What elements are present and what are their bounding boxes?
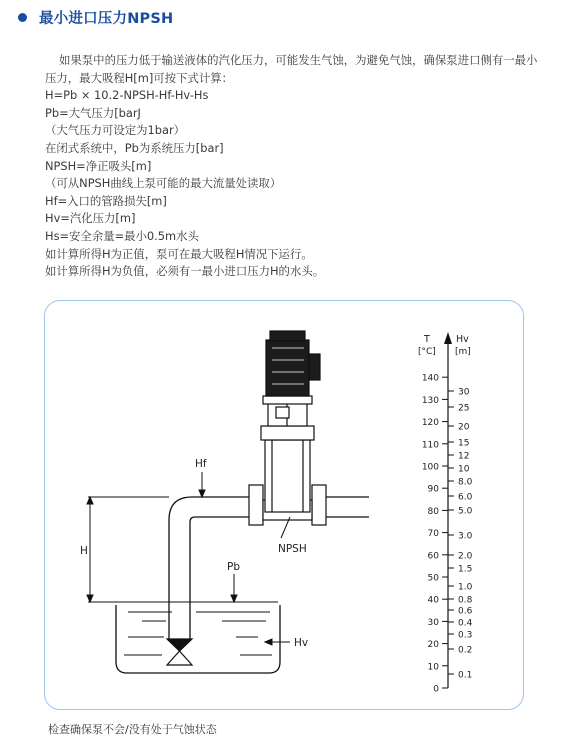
t-tick-label: 20: [427, 640, 439, 651]
pump-column: [249, 403, 326, 525]
hv-tick-label: 6.0: [458, 492, 473, 503]
hv-tick-label: 3.0: [458, 531, 473, 542]
hv-tick-label: 0.8: [458, 595, 473, 606]
t-tick-label: 80: [427, 506, 439, 517]
text-line: Hf=入口的管路损失[m]: [45, 193, 167, 208]
t-tick-label: 140: [421, 373, 439, 384]
hv-tick-label: 0.6: [458, 606, 473, 617]
temperature-scale: [418, 332, 473, 695]
text-line: Hs=安全余量=最小0.5m水头: [45, 228, 199, 243]
bullet-dot-icon: [18, 13, 27, 22]
hv-tick-label: 30: [458, 387, 470, 398]
t-tick-label: 10: [427, 662, 439, 673]
hv-tick-label: 2.0: [458, 551, 473, 562]
label-hv: Hv: [294, 637, 309, 649]
t-tick-label: 120: [421, 418, 439, 429]
label-pb: Pb: [227, 561, 240, 573]
water-surface-lines: [118, 602, 278, 655]
t-tick-label: 0: [433, 684, 439, 695]
hv-tick-label: 5.0: [458, 506, 473, 517]
hv-tick-label: 0.3: [458, 630, 473, 641]
hv-tick-label: 12: [458, 451, 470, 462]
scale-hv-unit: [m]: [455, 347, 471, 357]
text-line: Hv=汽化压力[m]: [45, 211, 136, 226]
text-line: 在闭式系统中，Pb为系统压力[bar]: [45, 140, 224, 155]
hv-tick-label: 1.5: [458, 564, 473, 575]
text-line: Pb=大气压力[barJ: [45, 105, 141, 120]
t-tick-label: 110: [421, 440, 439, 451]
water-tank: [116, 605, 280, 673]
t-tick-label: 50: [427, 573, 439, 584]
scale-t-unit: [°C]: [418, 347, 436, 357]
scale-t-title: T: [424, 334, 430, 345]
text-line: （可从NPSH曲线上泵可能的最大流量处读取）: [45, 176, 282, 191]
text-line: 如果泵中的压力低于输送液体的汽化压力，可能发生气蚀，为避免气蚀，确保泵进口侧有一最小: [59, 53, 538, 67]
hv-tick-label: 25: [458, 403, 470, 414]
text-line: 压力，最大吸程H[m]可按下式计算：: [45, 70, 234, 85]
hv-tick-label: 1.0: [458, 582, 473, 593]
scale-hv-title: Hv: [456, 334, 469, 345]
t-tick-label: 30: [427, 617, 439, 628]
t-tick-label: 90: [427, 484, 439, 495]
npsh-diagram: [44, 300, 524, 710]
hv-tick-label: 0.4: [458, 618, 473, 629]
section-heading: [18, 6, 173, 28]
label-h: H: [80, 545, 88, 557]
pump-motor: [263, 331, 320, 404]
t-tick-label: 40: [427, 595, 439, 606]
t-tick-label: 130: [421, 395, 439, 406]
hv-tick-label: 15: [458, 438, 470, 449]
text-line: NPSH=净正吸头[m]: [45, 158, 152, 173]
text-line: （大气压力可设定为1bar）: [45, 123, 186, 138]
discharge-pipe: [326, 497, 369, 517]
npsh-explanation: [45, 52, 545, 281]
hv-tick-label: 20: [458, 422, 470, 433]
hv-tick-label: 0.2: [458, 645, 473, 656]
label-hf: Hf: [195, 458, 207, 470]
scale-arrow-icon: [444, 332, 452, 344]
label-npsh: NPSH: [278, 543, 307, 555]
hv-tick-label: 8.0: [458, 477, 473, 488]
t-tick-label: 70: [427, 529, 439, 540]
section-title: 最小进口压力NPSH: [39, 10, 174, 27]
text-line: 如计算所得H为负值，必须有一最小进口压力H的水头。: [45, 264, 325, 279]
text-line: 如计算所得H为正值，泵可在最大吸程H情况下运行。: [45, 246, 313, 261]
hv-tick-label: 10: [458, 464, 470, 475]
figure-caption: 检查确保泵不会/没有处于气蚀状态: [48, 723, 217, 736]
foot-valve-icon: [167, 639, 192, 665]
t-tick-label: 60: [427, 551, 439, 562]
hv-tick-label: 0.1: [458, 670, 473, 681]
t-tick-label: 100: [421, 462, 439, 473]
formula-line: H=Pb × 10.2-NPSH-Hf-Hv-Hs: [45, 88, 209, 103]
